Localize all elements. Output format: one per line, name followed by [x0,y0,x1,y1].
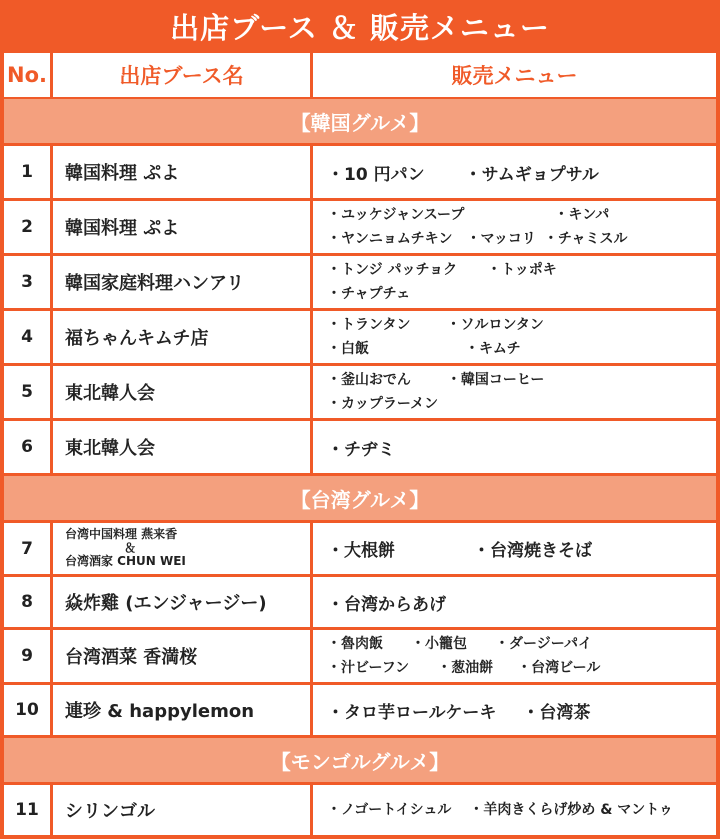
menu-item: ・ソルロンタン [446,317,544,333]
menu-item: ・トッポキ [487,262,557,278]
menu-item: ・10 円パン [327,164,425,185]
menu-cell [313,311,716,363]
booth-cell [53,785,313,835]
menu-item: ・白飯 [327,341,369,357]
booth-name: シリンゴル [65,801,155,822]
menu-cell [313,630,716,682]
booth-name: 焱炸雞 (エンジャージー) [65,593,267,614]
row-number-text: 11 [15,800,39,820]
row-number [4,201,53,253]
menu-item: ・台湾焼きそば [473,541,592,561]
booth-name: 台湾酒菜 香満桜 [65,647,198,668]
menu-line [327,656,716,680]
menu-item: ・チャミスル [543,231,628,247]
menu-item: ・羊肉きくらげ炒め & マントゥ [469,802,673,818]
header-no: No. [4,53,53,97]
booth-cell [53,366,313,418]
table-row [4,366,716,418]
row-number [4,311,53,363]
menu-line [327,435,716,460]
menu-line [327,536,716,561]
menu-item: ・チヂミ [327,439,395,460]
booth-cell [53,685,313,735]
booth-name-line: 台湾酒家 CHUN WEI [65,554,186,569]
row-number-text: 6 [21,437,33,457]
row-number [4,421,53,473]
table-row [4,201,716,253]
page-title: 出店ブース ＆ 販売メニュー [170,10,550,45]
menu-item: ・カップラーメン [327,396,439,412]
menu-line [327,313,716,337]
table-row [4,256,716,308]
row-number-text: 4 [21,327,33,347]
booth-name-line: ＆ [123,540,136,555]
booth-cell [53,256,313,308]
row-number-text: 2 [21,217,33,237]
menu-line [327,392,716,416]
menu-line [327,632,716,656]
menu-item: ・小籠包 [411,636,467,652]
menu-item: ・ダージーパイ [495,636,593,652]
category-korea: 【韓国グルメ】 [4,99,716,143]
menu-cell [313,785,716,835]
row-number-text: 10 [15,700,39,720]
menu-item: ・サムギョプサル [464,164,599,185]
menu-cell [313,685,716,735]
menu-item: ・釜山おでん [327,372,411,388]
category-taiwan: 【台湾グルメ】 [4,476,716,520]
menu-item: ・ユッケジャンスープ [327,207,465,223]
menu-item: ・トンジ パッチョク [327,262,458,278]
booth-cell [53,311,313,363]
menu-line [327,368,716,392]
booth-name: 韓国料理 ぷよ [65,163,180,184]
row-number [4,146,53,198]
menu-line [327,203,716,227]
table-row [4,630,716,682]
booth-name: 韓国料理 ぷよ [65,218,180,239]
booth-cell [53,146,313,198]
table-row [4,785,716,835]
booth-cell [53,577,313,627]
menu-item: ・タロ芋ロールケーキ [327,702,497,723]
menu-cell [313,523,716,574]
table-row [4,421,716,473]
menu-cell [313,366,716,418]
menu-item: ・マッコリ [466,231,536,247]
menu-cell [313,256,716,308]
menu-item: ・チャプチェ [327,286,411,302]
menu-line [327,590,716,615]
menu-cell [313,146,716,198]
booth-cell [53,523,313,574]
menu-item: ・台湾茶 [522,702,591,723]
menu-item: ・韓国コーヒー [446,372,545,388]
table-header [4,53,716,97]
row-number [4,256,53,308]
menu-line [327,258,716,282]
table-row [4,146,716,198]
header-menu: 販売メニュー [451,64,578,88]
row-number-text: 5 [21,382,33,402]
menu-item: ・葱油餅 [437,660,494,676]
booth-name: 東北韓人会 [65,438,155,459]
table-row [4,311,716,363]
menu-cell [313,421,716,473]
row-number [4,685,53,735]
category-mongolia: 【モンゴルグルメ】 [4,738,716,782]
menu-item: ・ヤンニョムチキン [327,231,453,247]
row-number-text: 7 [21,538,33,559]
menu-item: ・台湾ビール [517,660,601,676]
menu-line [327,282,716,306]
row-number [4,577,53,627]
booth-name [65,528,195,569]
menu-item: ・トランタン [327,317,411,333]
row-number-text: 1 [21,162,33,182]
row-number-text: 3 [21,272,33,292]
booth-name: 福ちゃんキムチ店 [65,328,209,349]
row-number [4,523,53,574]
header-booth: 出店ブース名 [53,53,313,97]
menu-item: ・台湾からあげ [327,594,446,615]
menu-line [327,227,716,251]
row-number [4,366,53,418]
booth-cell [53,630,313,682]
menu-line [327,160,716,185]
menu-item: ・キムチ [465,341,521,357]
booth-name: 連珍 & happylemon [65,701,255,722]
booth-cell [53,201,313,253]
row-number-text: 8 [21,592,33,612]
table-row [4,523,716,574]
booth-name: 東北韓人会 [65,383,155,404]
booth-name-line: 台湾中国料理 燕来香 [65,526,178,541]
menu-item: ・汁ビーフン [327,660,410,676]
menu-line [327,798,716,822]
table-row [4,685,716,735]
menu-item: ・大根餅 [327,541,395,561]
row-number [4,630,53,682]
menu-cell [313,577,716,627]
booth-cell [53,421,313,473]
table-row [4,577,716,627]
menu-item: ・魯肉飯 [327,636,383,652]
menu-cell [313,201,716,253]
row-number-text: 9 [21,646,33,666]
menu-line [327,337,716,361]
row-number [4,785,53,835]
menu-line [327,698,716,723]
menu-item: ・ノゴートイシュル [327,802,452,818]
menu-item: ・キンパ [554,207,610,223]
booth-name: 韓国家庭料理ハンアリ [65,273,245,294]
